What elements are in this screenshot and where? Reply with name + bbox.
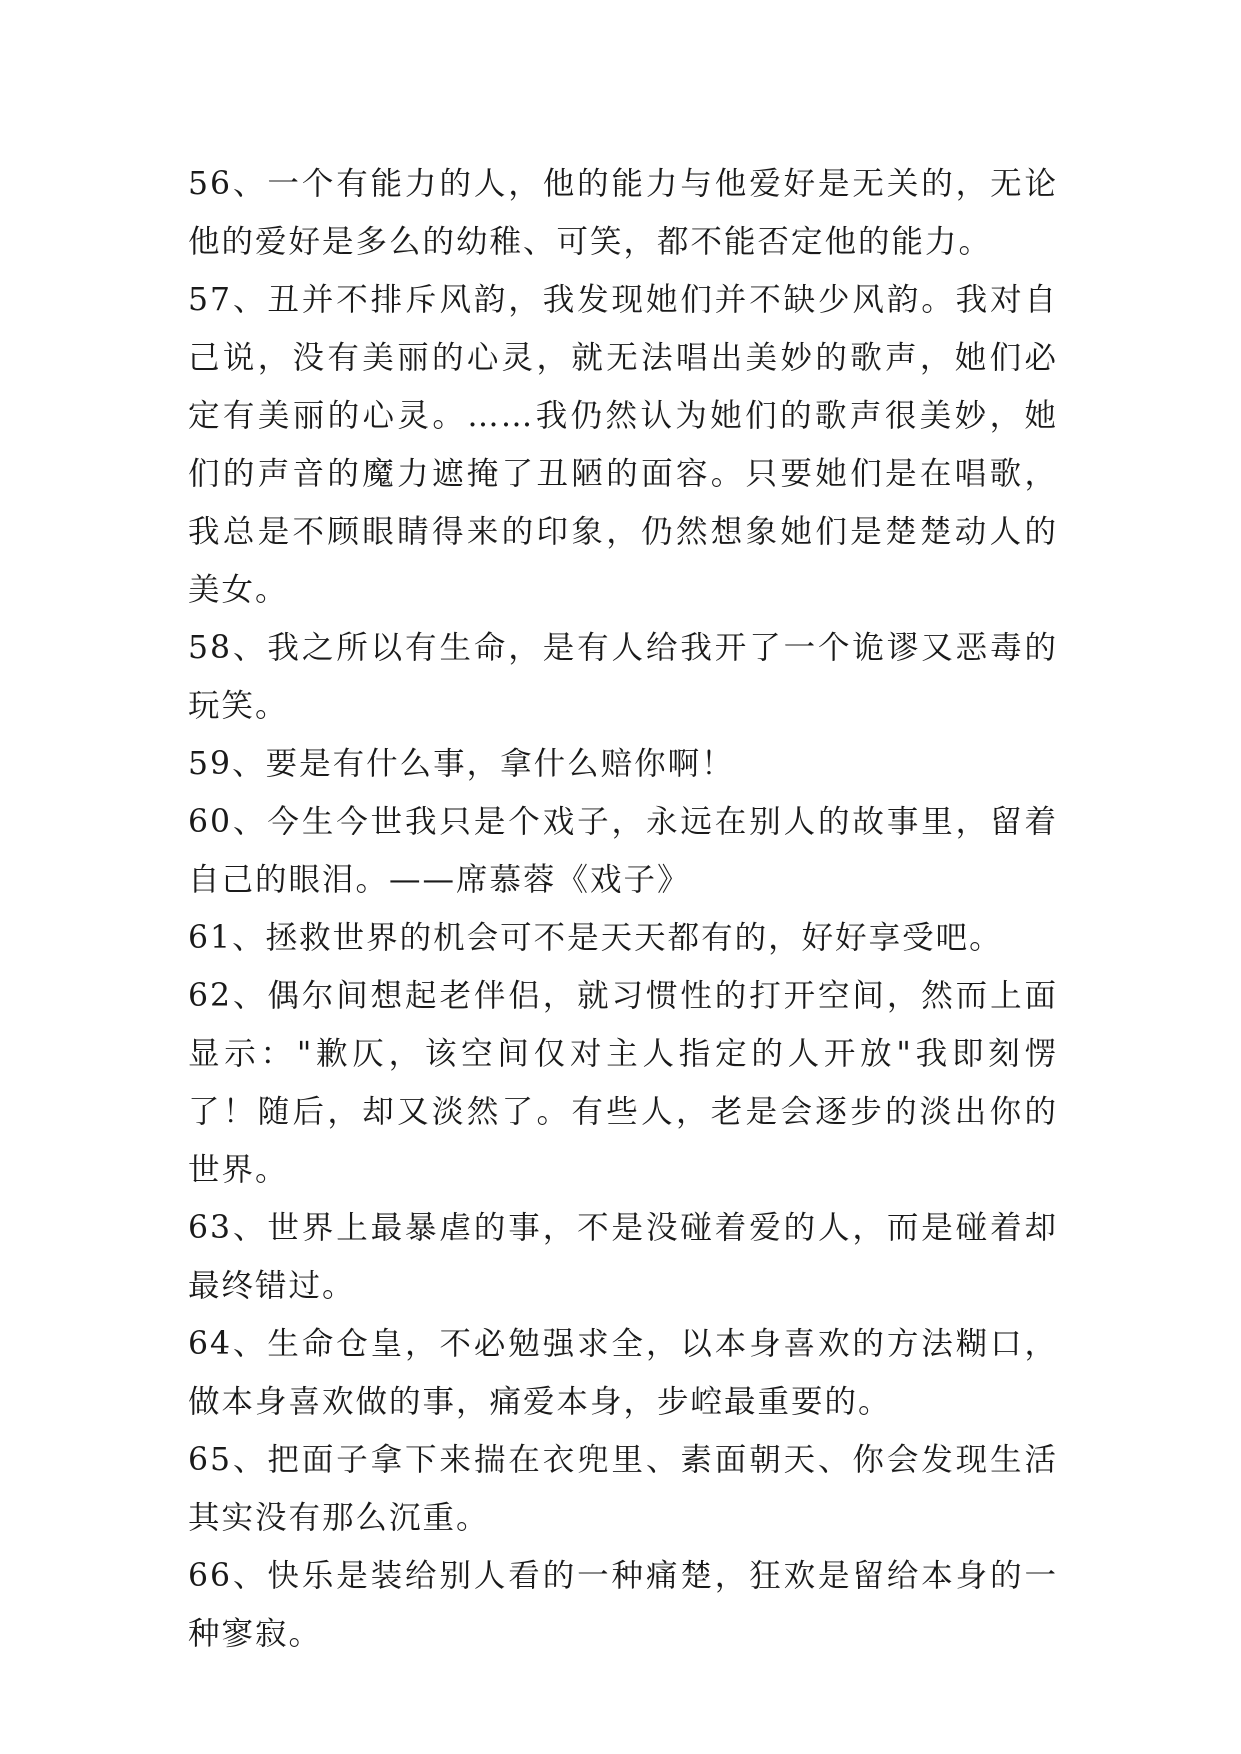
quote-60: 60、今生今世我只是个戏子，永远在别人的故事里，留着自己的眼泪。——席慕蓉《戏子》 bbox=[188, 804, 1058, 898]
quote-63: 63、世界上最暴虐的事，不是没碰着爱的人，而是碰着却最终错过。 bbox=[188, 1210, 1058, 1304]
quote-66: 66、快乐是装给别人看的一种痛楚，狂欢是留给本身的一种寥寂。 bbox=[188, 1558, 1058, 1652]
document-body bbox=[188, 155, 1058, 1663]
quote-58: 58、我之所以有生命，是有人给我开了一个诡谬又恶毒的玩笑。 bbox=[188, 630, 1058, 724]
quote-59: 59、要是有什么事，拿什么赔你啊！ bbox=[188, 746, 735, 782]
quote-61: 61、拯救世界的机会可不是天天都有的，好好享受吧。 bbox=[188, 920, 1003, 956]
quote-62: 62、偶尔间想起老伴侣，就习惯性的打开空间，然而上面显示："歉仄，该空间仅对主人指定的人开放"我即刻愣了！随后，却又淡然了。有些人，老是会逐步的淡出你的世界。 bbox=[188, 978, 1058, 1188]
quote-65: 65、把面子拿下来揣在衣兜里、素面朝天、你会发现生活其实没有那么沉重。 bbox=[188, 1442, 1058, 1536]
quote-64: 64、生命仓皇，不必勉强求全，以本身喜欢的方法糊口，做本身喜欢做的事，痛爱本身，步崆最重要的。 bbox=[188, 1326, 1058, 1420]
quote-56: 56、一个有能力的人，他的能力与他爱好是无关的，无论他的爱好是多么的幼稚、可笑，都不能否定他的能力。 bbox=[188, 166, 1058, 260]
quote-57: 57、丑并不排斥风韵，我发现她们并不缺少风韵。我对自己说，没有美丽的心灵，就无法唱出美妙的歌声，她们必定有美丽的心灵。……我仍然认为她们的歌声很美妙，她们的声音的魔力遮掩了丑陋的面容。只要她们是在唱歌，我总是不顾眼睛得来的印象，仍然想象她们是楚楚动人的美女。 bbox=[188, 282, 1058, 608]
